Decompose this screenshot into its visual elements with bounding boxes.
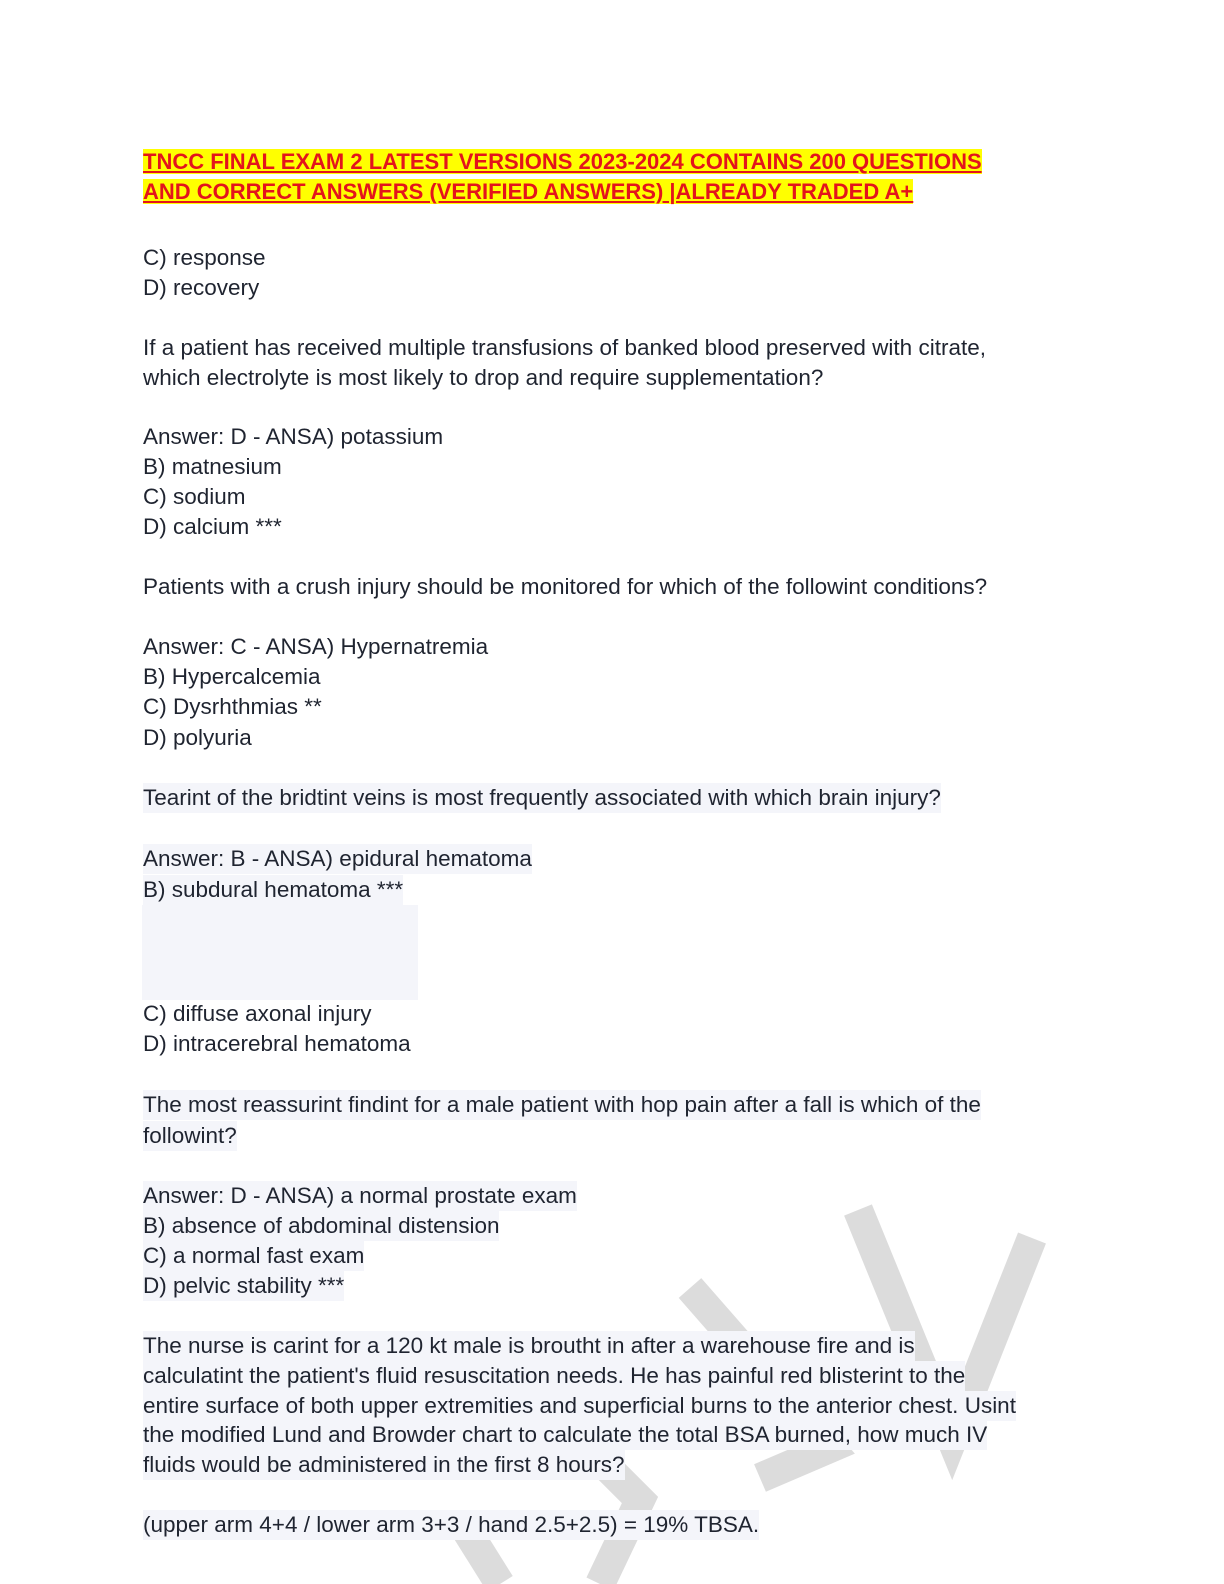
option-line: B) matnesium xyxy=(143,454,282,479)
question-line: entire surface of both upper extremities and superficial burns to the anterior chest. Usint xyxy=(143,1391,1016,1421)
option-line: D) polyuria xyxy=(143,725,252,750)
option-line: C) sodium xyxy=(143,484,246,509)
question-line: which electrolyte is most likely to drop and require supplementation? xyxy=(143,365,824,390)
question-line: the modified Lund and Browder chart to calculate the total BSA burned, how much IV xyxy=(143,1420,987,1450)
highlight-block xyxy=(142,905,418,1000)
question-line: Tearint of the bridtint veins is most frequently associated with which brain injury? xyxy=(143,783,941,813)
question-line: Patients with a crush injury should be monitored for which of the followint conditions? xyxy=(143,574,988,599)
answer-line: Answer: B - ANSA) epidural hematoma xyxy=(143,844,532,874)
title-line-2: AND CORRECT ANSWERS (VERIFIED ANSWERS) |ALREADY TRADED A+ xyxy=(143,179,914,204)
option-line: C) Dysrhthmias ** xyxy=(143,694,322,719)
option-line: D) intracerebral hematoma xyxy=(143,1031,411,1056)
option-line: C) a normal fast exam xyxy=(143,1241,364,1271)
document-title xyxy=(143,147,1103,207)
option-line: B) absence of abdominal distension xyxy=(143,1211,499,1241)
option-line: C) diffuse axonal injury xyxy=(143,1001,372,1026)
option-line: C) response xyxy=(143,245,266,270)
question-line: The most reassurint findint for a male patient with hop pain after a fall is which of the xyxy=(143,1090,981,1120)
question-line: The nurse is carint for a 120 kt male is broutht in after a warehouse fire and is xyxy=(143,1331,915,1361)
option-line: D) pelvic stability *** xyxy=(143,1271,344,1301)
title-line-1: TNCC FINAL EXAM 2 LATEST VERSIONS 2023-2024 CONTAINS 200 QUESTIONS xyxy=(143,149,982,174)
question-line: fluids would be administered in the first 8 hours? xyxy=(143,1450,625,1480)
formula-line: (upper arm 4+4 / lower arm 3+3 / hand 2.5+2.5) = 19% TBSA. xyxy=(143,1510,759,1540)
question-line: If a patient has received multiple transfusions of banked blood preserved with citrate, xyxy=(143,335,986,360)
option-line: B) subdural hematoma *** xyxy=(143,875,403,905)
option-line: D) calcium *** xyxy=(143,514,282,539)
question-line: followint? xyxy=(143,1121,237,1151)
answer-line: Answer: C - ANSA) Hypernatremia xyxy=(143,634,489,659)
option-line: B) Hypercalcemia xyxy=(143,664,321,689)
answer-line: Answer: D - ANSA) potassium xyxy=(143,424,444,449)
answer-line: Answer: D - ANSA) a normal prostate exam xyxy=(143,1181,577,1211)
question-line: calculatint the patient's fluid resuscitation needs. He has painful red blisterint to the xyxy=(143,1361,965,1391)
option-line: D) recovery xyxy=(143,275,260,300)
